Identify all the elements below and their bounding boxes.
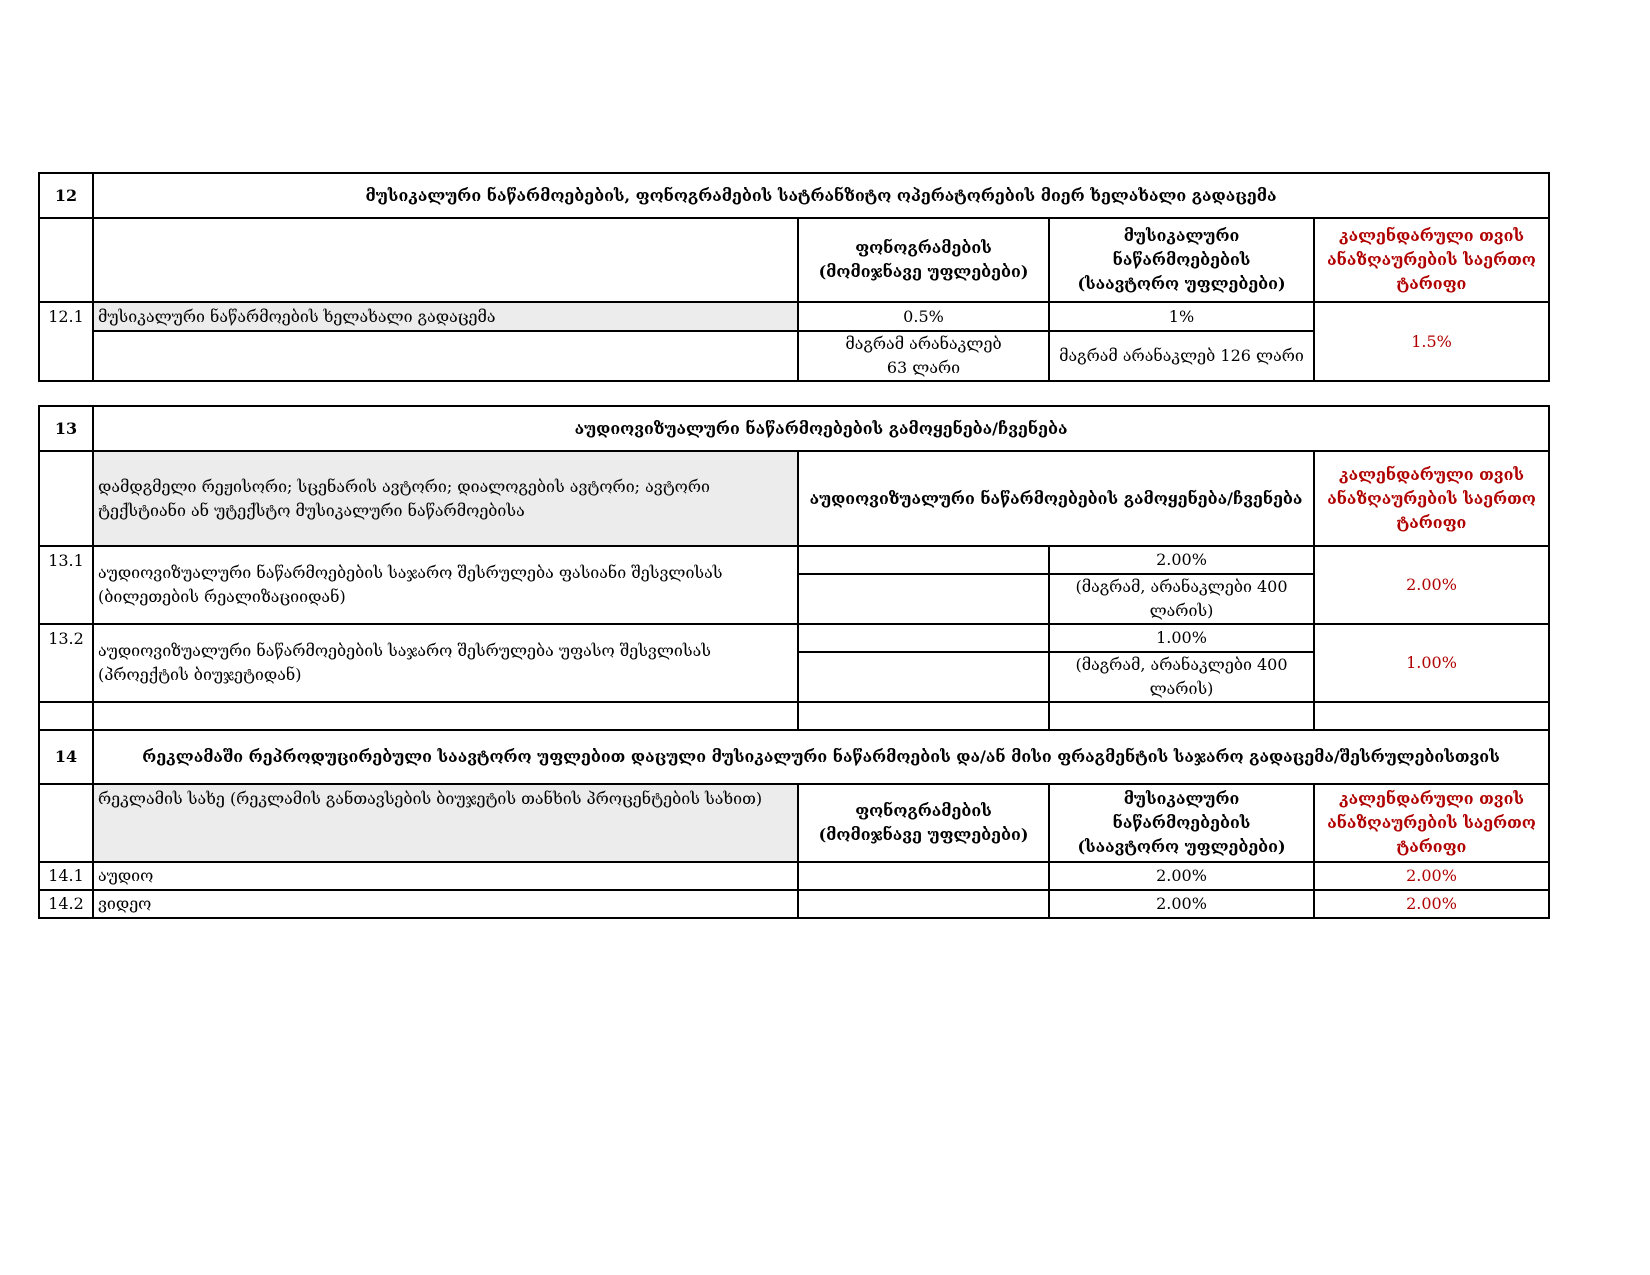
row-number: 13.1 [39,546,93,624]
author-rate: 1% [1049,302,1314,331]
ad-type-label: რეკლამის სახე (რეკლამის განთავსების ბიუჯეტის თანხის პროცენტების სახით) [93,784,798,862]
total-tariff-header: კალენდარული თვის ანაზღაურების საერთო ტარიფი [1314,784,1549,862]
total-tariff: 1.5% [1314,302,1549,381]
author-rate: 2.00% [1049,862,1314,890]
total-tariff: 2.00% [1314,546,1549,624]
author-rights-header: მუსიკალური ნაწარმოებების (საავტორო უფლებები) [1049,218,1314,302]
section-number: 12 [39,173,93,218]
section-title: მუსიკალური ნაწარმოებების, ფონოგრამების სატრანზიტო ოპერატორების მიერ ხელახალი გადაცემა [93,173,1549,218]
row-number: 14.1 [39,862,93,890]
total-tariff-header: კალენდარული თვის ანაზღაურების საერთო ტარიფი [1314,218,1549,302]
row-label: მუსიკალური ნაწარმოების ხელახალი გადაცემა [93,302,798,331]
phonogram-rights-header: ფონოგრამების (მომიჯნავე უფლებები) [798,218,1049,302]
author-rights-header: მუსიკალური ნაწარმოებების (საავტორო უფლებები) [1049,784,1314,862]
row-label: აუდიოვიზუალური ნაწარმოებების საჯარო შესრულება უფასო შესვლისას (პროექტის ბიუჯეტიდან) [93,624,798,702]
author-minimum: მაგრამ არანაკლებ 126 ლარი [1049,331,1314,381]
phonogram-rights-header: ფონოგრამების (მომიჯნავე უფლებები) [798,784,1049,862]
phonogram-rate: 0.5% [798,302,1049,331]
usage-header: აუდიოვიზუალური ნაწარმოებების გამოყენება/ჩვენება [798,451,1314,546]
rate: 1.00% [1049,624,1314,652]
row-label: აუდიოვიზუალური ნაწარმოებების საჯარო შესრულება ფასიანი შესვლისას (ბილეთების რეალიზაციიდან) [93,546,798,624]
total-tariff: 1.00% [1314,624,1549,702]
row-number: 12.1 [39,302,93,381]
section-12-table [38,172,1550,382]
section-13-14-table [38,405,1550,919]
row-label: აუდიო [93,862,798,890]
author-rate: 2.00% [1049,890,1314,918]
row-label: ვიდეო [93,890,798,918]
minimum-note: (მაგრამ, არანაკლები 400 ლარის) [1049,574,1314,624]
minimum-note: (მაგრამ, არანაკლები 400 ლარის) [1049,652,1314,702]
total-tariff: 2.00% [1314,890,1549,918]
total-tariff: 2.00% [1314,862,1549,890]
total-tariff-header: კალენდარული თვის ანაზღაურების საერთო ტარიფი [1314,451,1549,546]
phonogram-minimum: მაგრამ არანაკლებ 63 ლარი [798,331,1049,381]
rate: 2.00% [1049,546,1314,574]
row-number: 14.2 [39,890,93,918]
row-number: 13.2 [39,624,93,702]
section-title: აუდიოვიზუალური ნაწარმოებების გამოყენება/ჩვენება [93,406,1549,451]
section-number: 13 [39,406,93,451]
section-number: 14 [39,730,93,784]
section-title: რეკლამაში რეპროდუცირებული საავტორო უფლებით დაცული მუსიკალური ნაწარმოების და/ან მისი ფრაგმენტის საჯარო გადაცემა/შესრულებისთვის [93,730,1549,784]
rights-holders-label: დამდგმელი რეჟისორი; სცენარის ავტორი; დიალოგების ავტორი; ავტორი ტექსტიანი ან უტექსტო მუსიკალური ნაწარმოებისა [93,451,798,546]
